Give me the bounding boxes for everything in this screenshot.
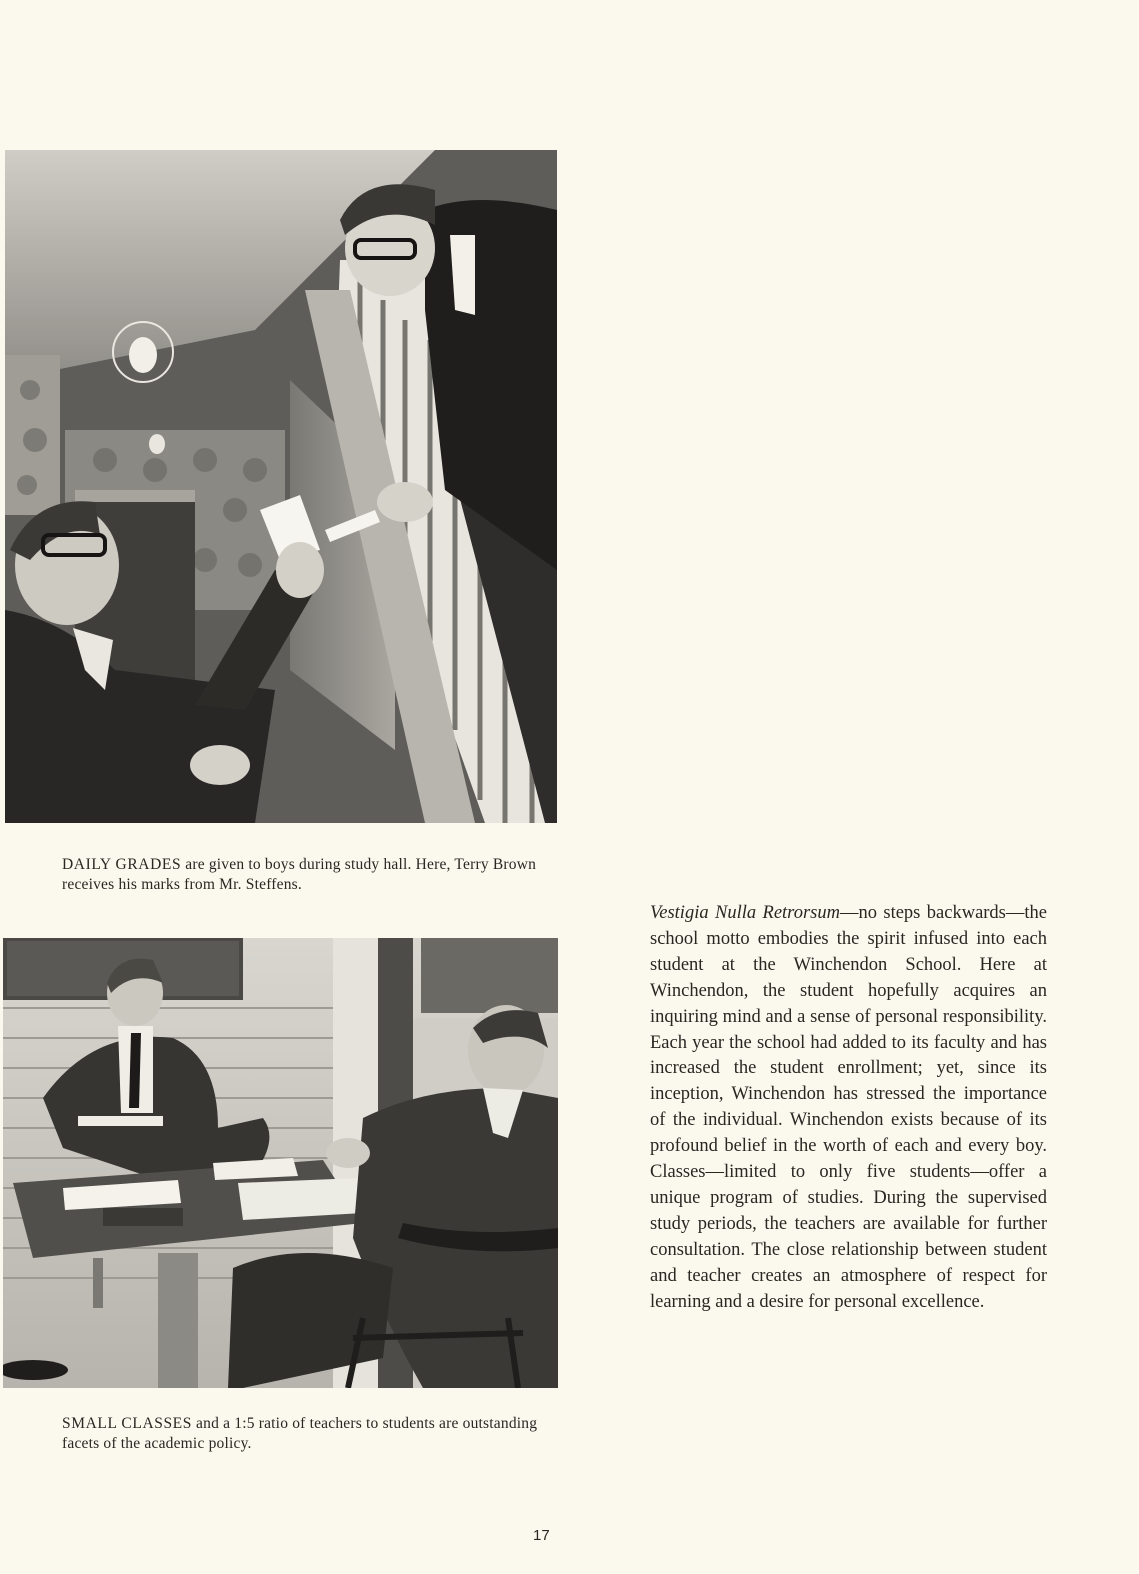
page-number: 17 — [533, 1527, 550, 1544]
caption-lead: SMALL CLASSES — [62, 1415, 192, 1432]
school-motto: Vestigia Nulla Retrorsum — [650, 903, 840, 923]
body-paragraph — [650, 901, 1047, 1316]
study-hall-photo-illustration — [5, 150, 557, 823]
photo-caption-daily-grades — [62, 855, 557, 895]
caption-text: are given to boys during study hall. Here, Terry Brown receives his marks from Mr. Steffens. — [62, 856, 537, 893]
small-class-photo — [3, 938, 558, 1388]
caption-lead: DAILY GRADES — [62, 856, 182, 873]
small-class-photo-illustration — [3, 938, 558, 1388]
body-paragraph-text: —no steps backwards—the school motto embodies the spirit infused into each student at the Winchendon School. Here at Winchendon, the student hopefully acquires an inquiring mind and a sense of personal responsibility. Each year the school had added to its faculty and has increased the student enrollment; yet, since its inception, Winchendon has stressed the importance of the individual. Winchendon exists because of its profound belief in the worth of each and every boy. Classes—limited to only five students—offer a unique program of studies. During the supervised study periods, the teachers are available for further consultation. The close relationship between student and teacher creates an atmosphere of respect for learning and a desire for personal excellence. — [650, 903, 1047, 1312]
caption-text: and a 1:5 ratio of teachers to students are outstanding facets of the academic policy. — [62, 1415, 538, 1452]
photo-caption-small-classes — [62, 1414, 562, 1454]
study-hall-photo — [5, 150, 557, 823]
